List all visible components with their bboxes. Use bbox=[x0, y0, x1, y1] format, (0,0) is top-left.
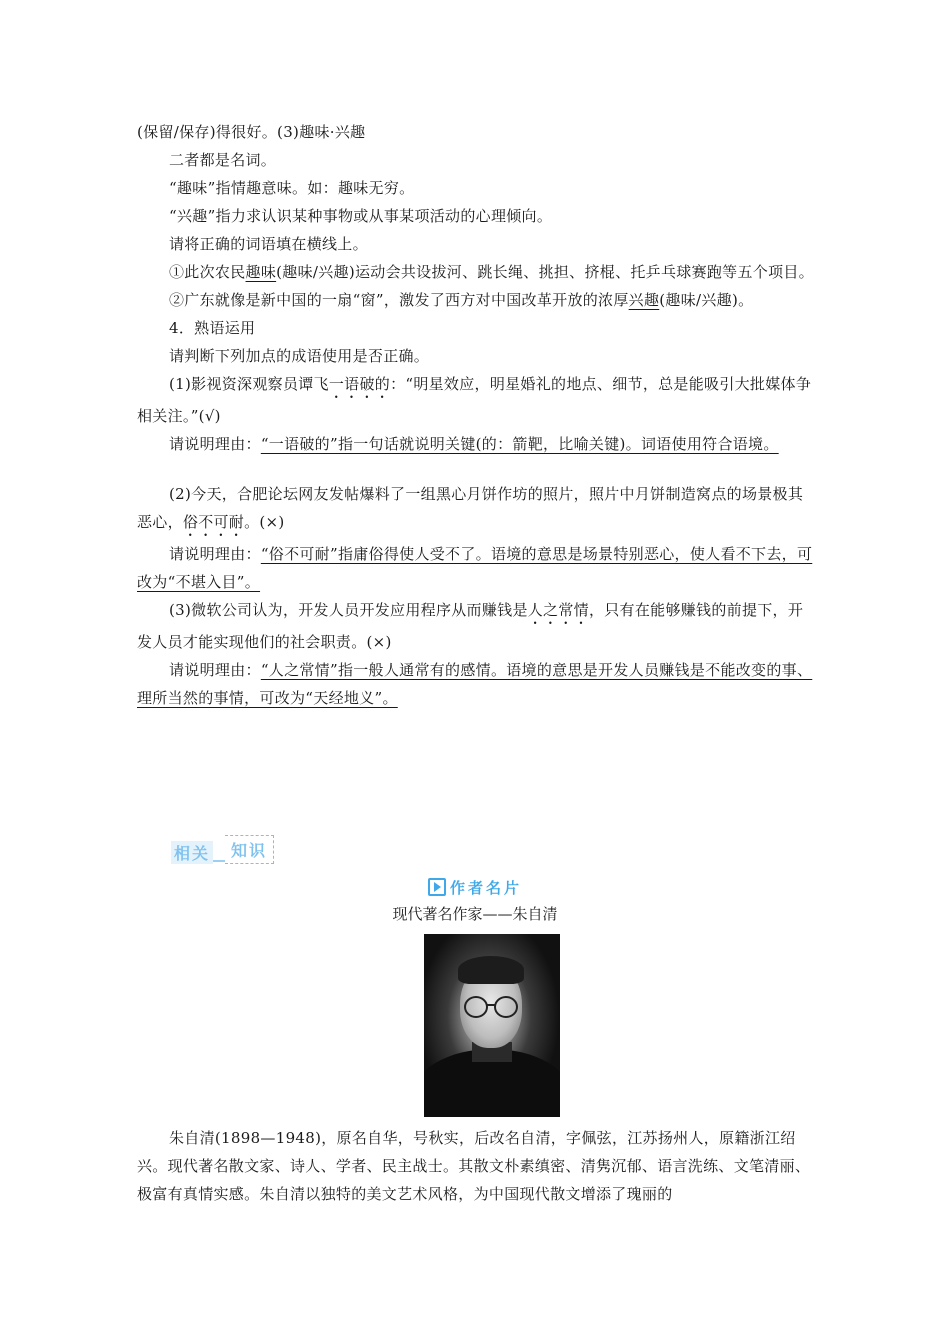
author-card-label: 作者名片 bbox=[449, 879, 522, 897]
reason-answer: “俗不可耐”指庸俗得使人受不了。语境的意思是场景特别恶心，使人看不下去，可改为“不堪入目”。 bbox=[137, 545, 813, 591]
text-line: 请将正确的词语填在横线上。 bbox=[169, 235, 368, 253]
text-line: 二者都是名词。 bbox=[169, 151, 277, 169]
fill-question-2 bbox=[137, 286, 815, 314]
idiom-question-1 bbox=[137, 370, 815, 430]
question-text: (3)微软公司认为，开发人员开发应用程序从而赚钱是 bbox=[169, 601, 528, 619]
reason-line-2 bbox=[137, 540, 815, 596]
text-line: “兴趣”指力求认识某种事物或从事某项活动的心理倾向。 bbox=[169, 207, 553, 225]
idiom-question-3 bbox=[137, 596, 815, 656]
spacer bbox=[137, 458, 815, 480]
portrait-hair bbox=[458, 956, 524, 984]
dotted-idiom: 一语破的 bbox=[328, 375, 391, 393]
dotted-idiom: 俗不可耐 bbox=[182, 513, 245, 531]
fill-question-1 bbox=[137, 258, 815, 286]
instruction: 请判断下列加点的成语使用是否正确。 bbox=[169, 347, 430, 365]
reason-line-3 bbox=[137, 656, 815, 712]
question-text: ①此次农民 bbox=[169, 263, 246, 281]
answer-blank: 兴趣 bbox=[628, 291, 660, 309]
question-text: (2)今天，合肥论坛网友发帖爆料了一组黑心月饼作坊的照片，照片中月饼制造窝点的场景极其恶心， bbox=[137, 485, 804, 531]
question-text: ②广东就像是新中国的一扇“窗”，激发了西方对中国改革开放的浓厚 bbox=[169, 291, 629, 309]
glasses-bridge bbox=[486, 1004, 496, 1006]
question-text: 。(×) bbox=[244, 513, 285, 531]
badge-label: 知识 bbox=[225, 835, 274, 864]
question-text: (趣味/兴趣)运动会共设拔河、跳长绳、挑担、挤棍、托乒乓球赛跑等五个项目。 bbox=[276, 263, 814, 281]
reason-label: 请说明理由： bbox=[169, 661, 261, 679]
reason-line-1 bbox=[137, 430, 815, 458]
badge-divider bbox=[213, 860, 225, 862]
bio-text: 朱自清(1898—1948)，原名自华，号秋实，后改名自清，字佩弦，江苏扬州人，原籍浙江绍兴。现代著名散文家、诗人、学者、民主战士。其散文朴素缜密、清隽沉郁、语言洗练、文笔清丽、极富有真情实感。朱自清以独特的美文艺术风格，为中国现代散文增添了瑰丽的 bbox=[137, 1129, 811, 1203]
related-knowledge-badge bbox=[171, 835, 274, 864]
section-heading: 4．熟语运用 bbox=[169, 319, 256, 337]
question-text: (趣味/兴趣)。 bbox=[659, 291, 754, 309]
play-icon bbox=[428, 878, 446, 896]
reason-label: 请说明理由： bbox=[169, 545, 261, 563]
glasses-icon bbox=[494, 996, 518, 1018]
dotted-idiom: 人之常情 bbox=[527, 601, 589, 619]
badge-label: 相关 bbox=[171, 841, 213, 864]
question-text: ，只有在能够赚钱的前提下，开发人员才能实现他们的社会职责。(×) bbox=[137, 601, 804, 651]
reason-answer: “一语破的”指一句话就说明关键(的：箭靶，比喻关键)。词语使用符合语境。 bbox=[260, 435, 779, 453]
question-text: (1)影视资深观察员谭飞 bbox=[169, 375, 329, 393]
reason-answer: “人之常情”指一般人通常有的感情。语境的意思是开发人员赚钱是不能改变的事、理所当然的事情，可改为“天经地义”。 bbox=[137, 661, 813, 707]
author-portrait bbox=[424, 934, 560, 1117]
text-line: (保留/保存)得很好。(3)趣味·兴趣 bbox=[137, 123, 366, 141]
answer-blank: 趣味 bbox=[245, 263, 277, 281]
glasses-icon bbox=[464, 996, 488, 1018]
author-subtitle: 现代著名作家——朱自清 bbox=[392, 905, 558, 923]
text-line: “趣味”指情趣意味。如：趣味无穷。 bbox=[169, 179, 415, 197]
idiom-question-2 bbox=[137, 480, 815, 540]
reason-label: 请说明理由： bbox=[169, 435, 261, 453]
question-text: ：“明星效应，明星婚礼的地点、细节，总是能吸引大批媒体争相关注。”(√) bbox=[137, 375, 812, 425]
author-card-heading bbox=[0, 877, 950, 898]
author-bio bbox=[137, 1124, 815, 1208]
exercise-content bbox=[137, 118, 815, 712]
